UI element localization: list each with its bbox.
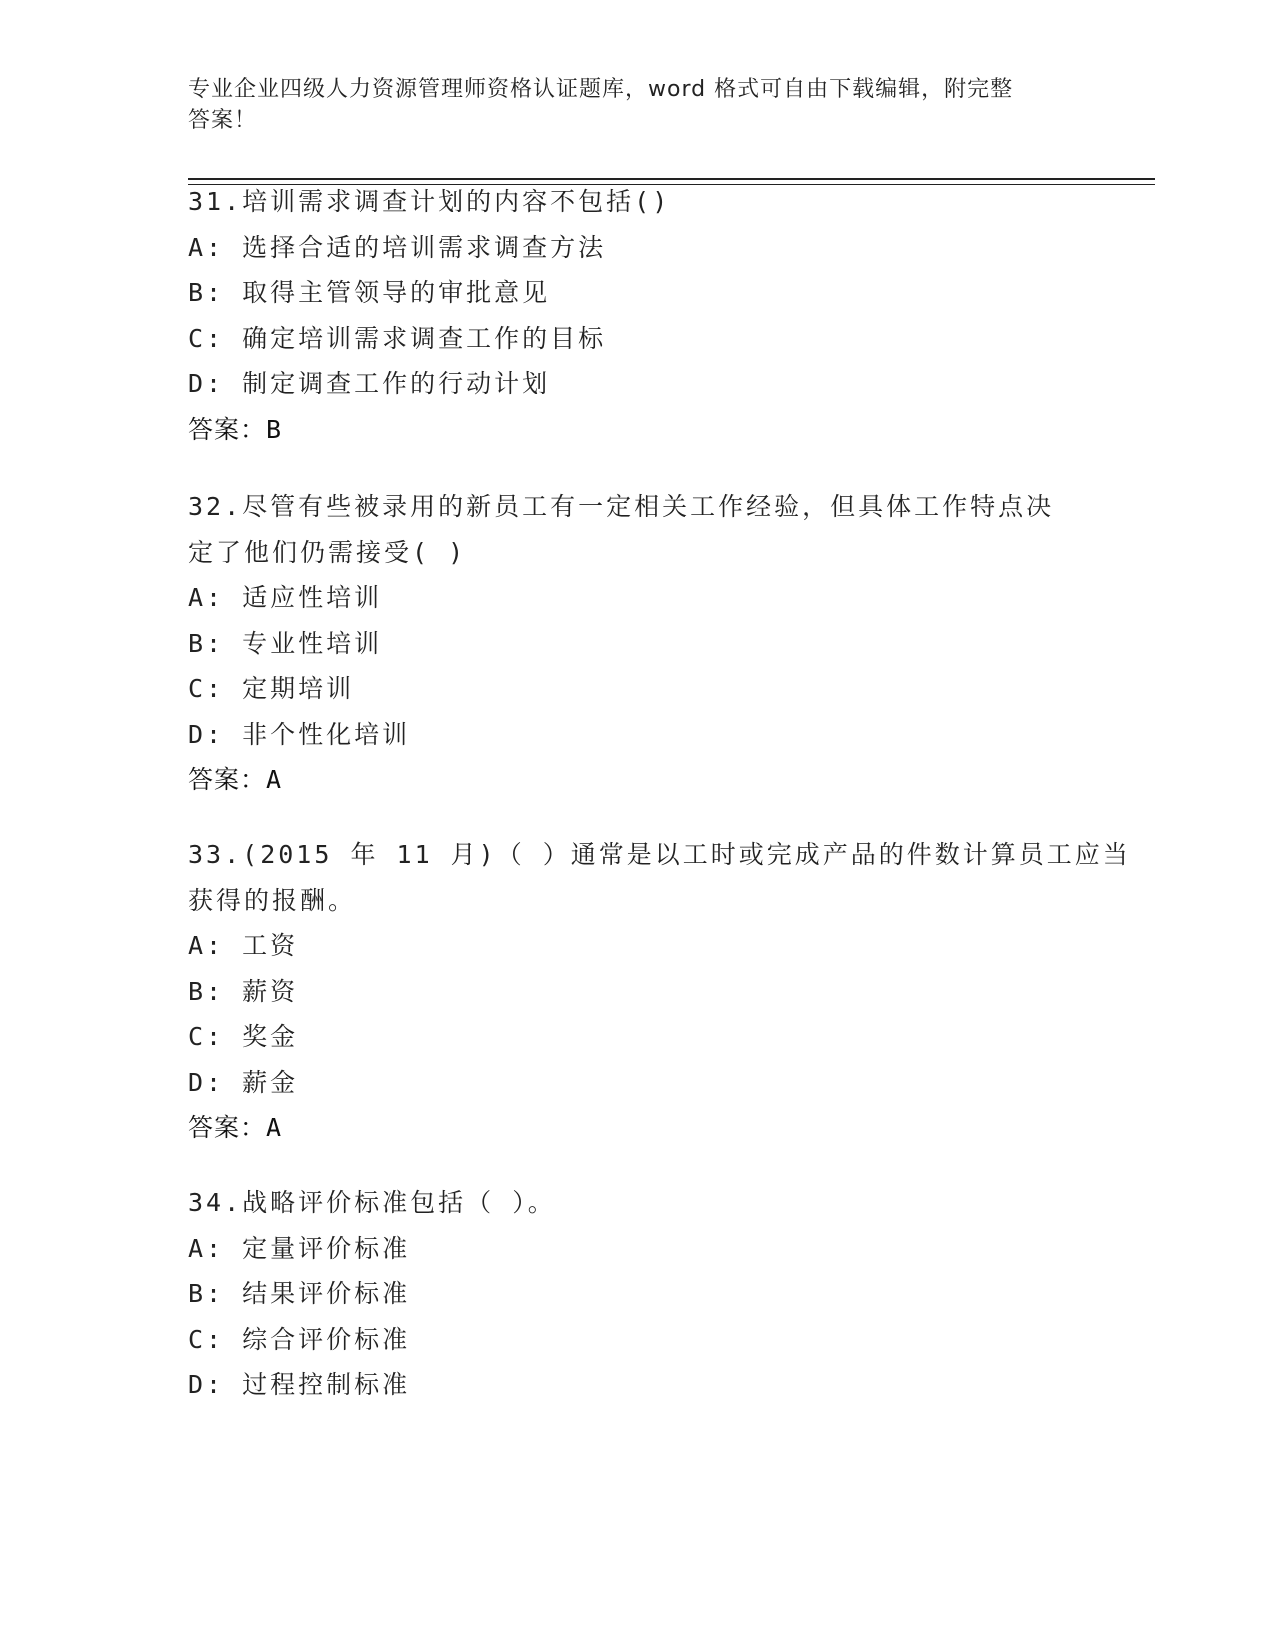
option-a: A: 选择合适的培训需求调查方法 <box>188 232 607 262</box>
question-stem-continued: 定了他们仍需接受( ) <box>188 537 467 567</box>
option-a: A: 适应性培训 <box>188 583 383 612</box>
option-c: C: 奖金 <box>188 1022 299 1051</box>
option-c: C: 确定培训需求调查工作的目标 <box>188 323 607 353</box>
answer-line <box>188 407 1088 453</box>
answer-line <box>188 757 1088 803</box>
answer-label: 答案： <box>188 765 267 794</box>
question-stem: 33.(2015 年 11 月)（ ）通常是以工时或完成产品的件数计算员工应当 <box>188 840 1131 869</box>
question-31 <box>188 179 1088 452</box>
option-c: C: 综合评价标准 <box>188 1324 411 1354</box>
answer-value: B <box>266 414 283 444</box>
option-a: A: 定量评价标准 <box>188 1233 411 1263</box>
question-32 <box>188 484 1088 803</box>
document-header <box>188 74 1078 136</box>
question-stem-continued: 获得的报酬。 <box>188 885 357 915</box>
option-b: B: 取得主管领导的审批意见 <box>188 278 551 307</box>
option-b: B: 结果评价标准 <box>188 1279 411 1308</box>
answer-label: 答案： <box>188 1113 267 1142</box>
question-33 <box>188 832 1131 1151</box>
question-34 <box>188 1180 1088 1408</box>
option-d: D: 薪金 <box>188 1067 299 1097</box>
header-line-2: 答案！ <box>188 108 258 133</box>
option-d: D: 非个性化培训 <box>188 719 411 749</box>
question-stem: 34.战略评价标准包括（ ）。 <box>188 1188 556 1217</box>
option-b: B: 薪资 <box>188 976 299 1006</box>
answer-label: 答案： <box>188 414 267 444</box>
header-line-1: 专业企业四级人力资源管理师资格认证题库，word 格式可自由下载编辑，附完整 <box>188 77 1014 102</box>
question-stem: 31.培训需求调查计划的内容不包括() <box>188 187 671 216</box>
option-c: C: 定期培训 <box>188 674 355 703</box>
option-b: B: 专业性培训 <box>188 628 383 658</box>
option-d: D: 过程控制标准 <box>188 1370 411 1399</box>
answer-value: A <box>266 1113 283 1142</box>
question-stem: 32.尽管有些被录用的新员工有一定相关工作经验，但具体工作特点决 <box>188 492 1055 521</box>
answer-line <box>188 1105 1088 1151</box>
answer-value: A <box>266 765 283 794</box>
option-d: D: 制定调查工作的行动计划 <box>188 369 551 398</box>
option-a: A: 工资 <box>188 931 299 960</box>
